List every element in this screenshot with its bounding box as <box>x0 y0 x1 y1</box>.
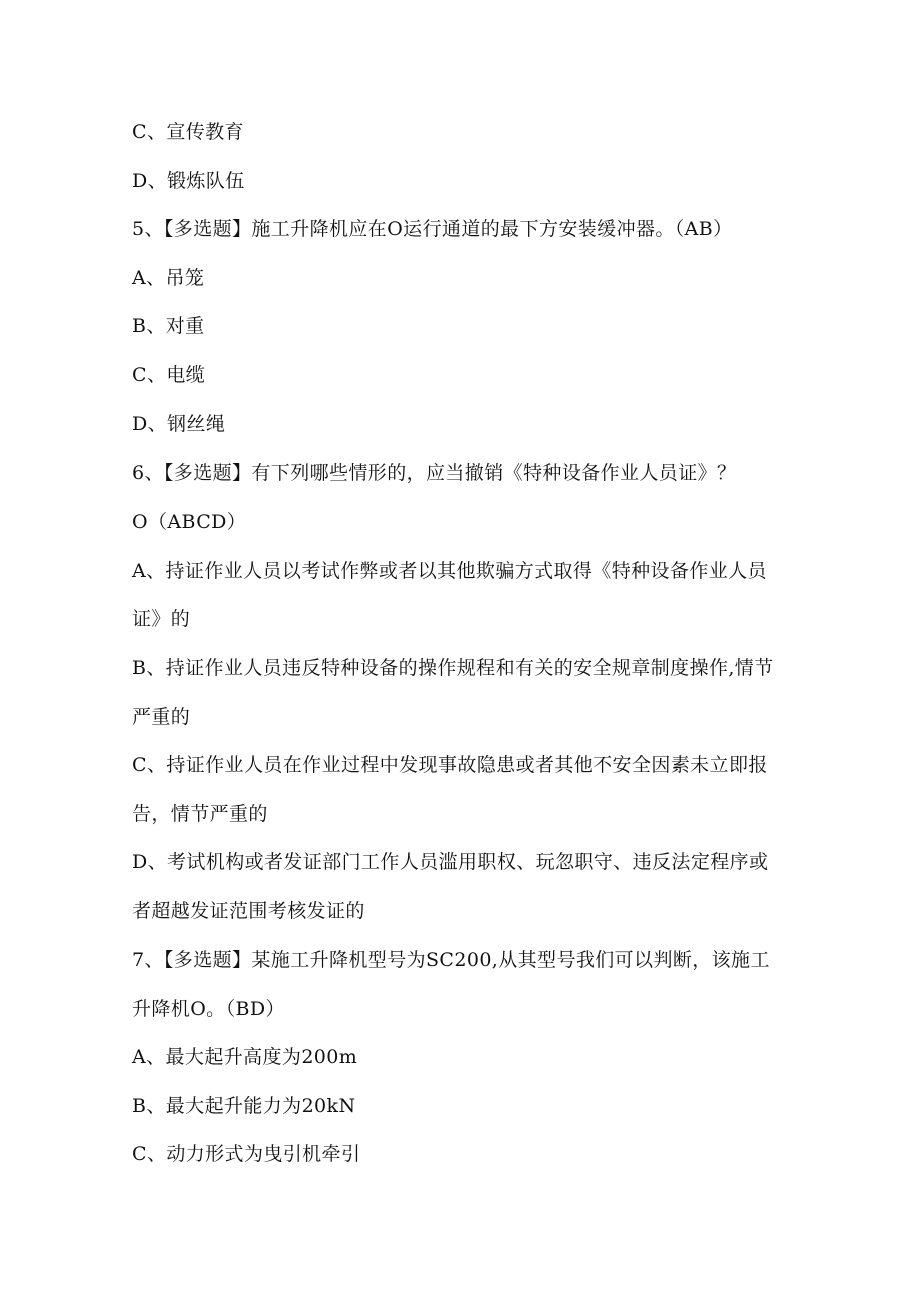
q6-option-b-line2: 严重的 <box>132 706 191 728</box>
q6-option-d-line1: D、考试机构或者发证部门工作人员滥用职权、玩忽职守、违反法定程序或 <box>132 851 769 873</box>
q5-question: 5、【多选题】施工升降机应在O运行通道的最下方安装缓冲器。（AB） <box>132 218 733 240</box>
q6-answer: O（ABCD） <box>132 511 247 533</box>
q5-option-d: D、钢丝绳 <box>132 413 226 435</box>
q6-option-c-line1: C、持证作业人员在作业过程中发现事故隐患或者其他不安全因素未立即报 <box>132 754 768 776</box>
q4-option-c: C、宣传教育 <box>132 121 244 143</box>
q6-option-b-line1: B、持证作业人员违反特种设备的操作规程和有关的安全规章制度操作,情节 <box>132 657 774 679</box>
q5-option-c: C、电缆 <box>132 364 206 386</box>
q7-option-b: B、最大起升能力为20kN <box>132 1095 356 1117</box>
q5-option-a: A、吊笼 <box>132 267 205 289</box>
q6-option-d-line2: 者超越发证范围考核发证的 <box>132 900 365 922</box>
q4-option-d: D、锻炼队伍 <box>132 170 245 192</box>
q6-option-a-line2: 证》的 <box>132 608 191 630</box>
q7-option-a: A、最大起升高度为200m <box>132 1046 358 1068</box>
q7-question-line1: 7、【多选题】某施工升降机型号为SC200,从其型号我们可以判断，该施工 <box>132 949 770 971</box>
q6-option-c-line2: 告，情节严重的 <box>132 803 268 825</box>
q7-question-line2: 升降机O。（BD） <box>132 998 285 1020</box>
q6-question: 6、【多选题】有下列哪些情形的，应当撤销《特种设备作业人员证》？ <box>132 462 737 484</box>
q6-option-a-line1: A、持证作业人员以考试作弊或者以其他欺骗方式取得《特种设备作业人员 <box>132 560 767 582</box>
q7-option-c: C、动力形式为曳引机牵引 <box>132 1143 361 1165</box>
q5-option-b: B、对重 <box>132 315 205 337</box>
